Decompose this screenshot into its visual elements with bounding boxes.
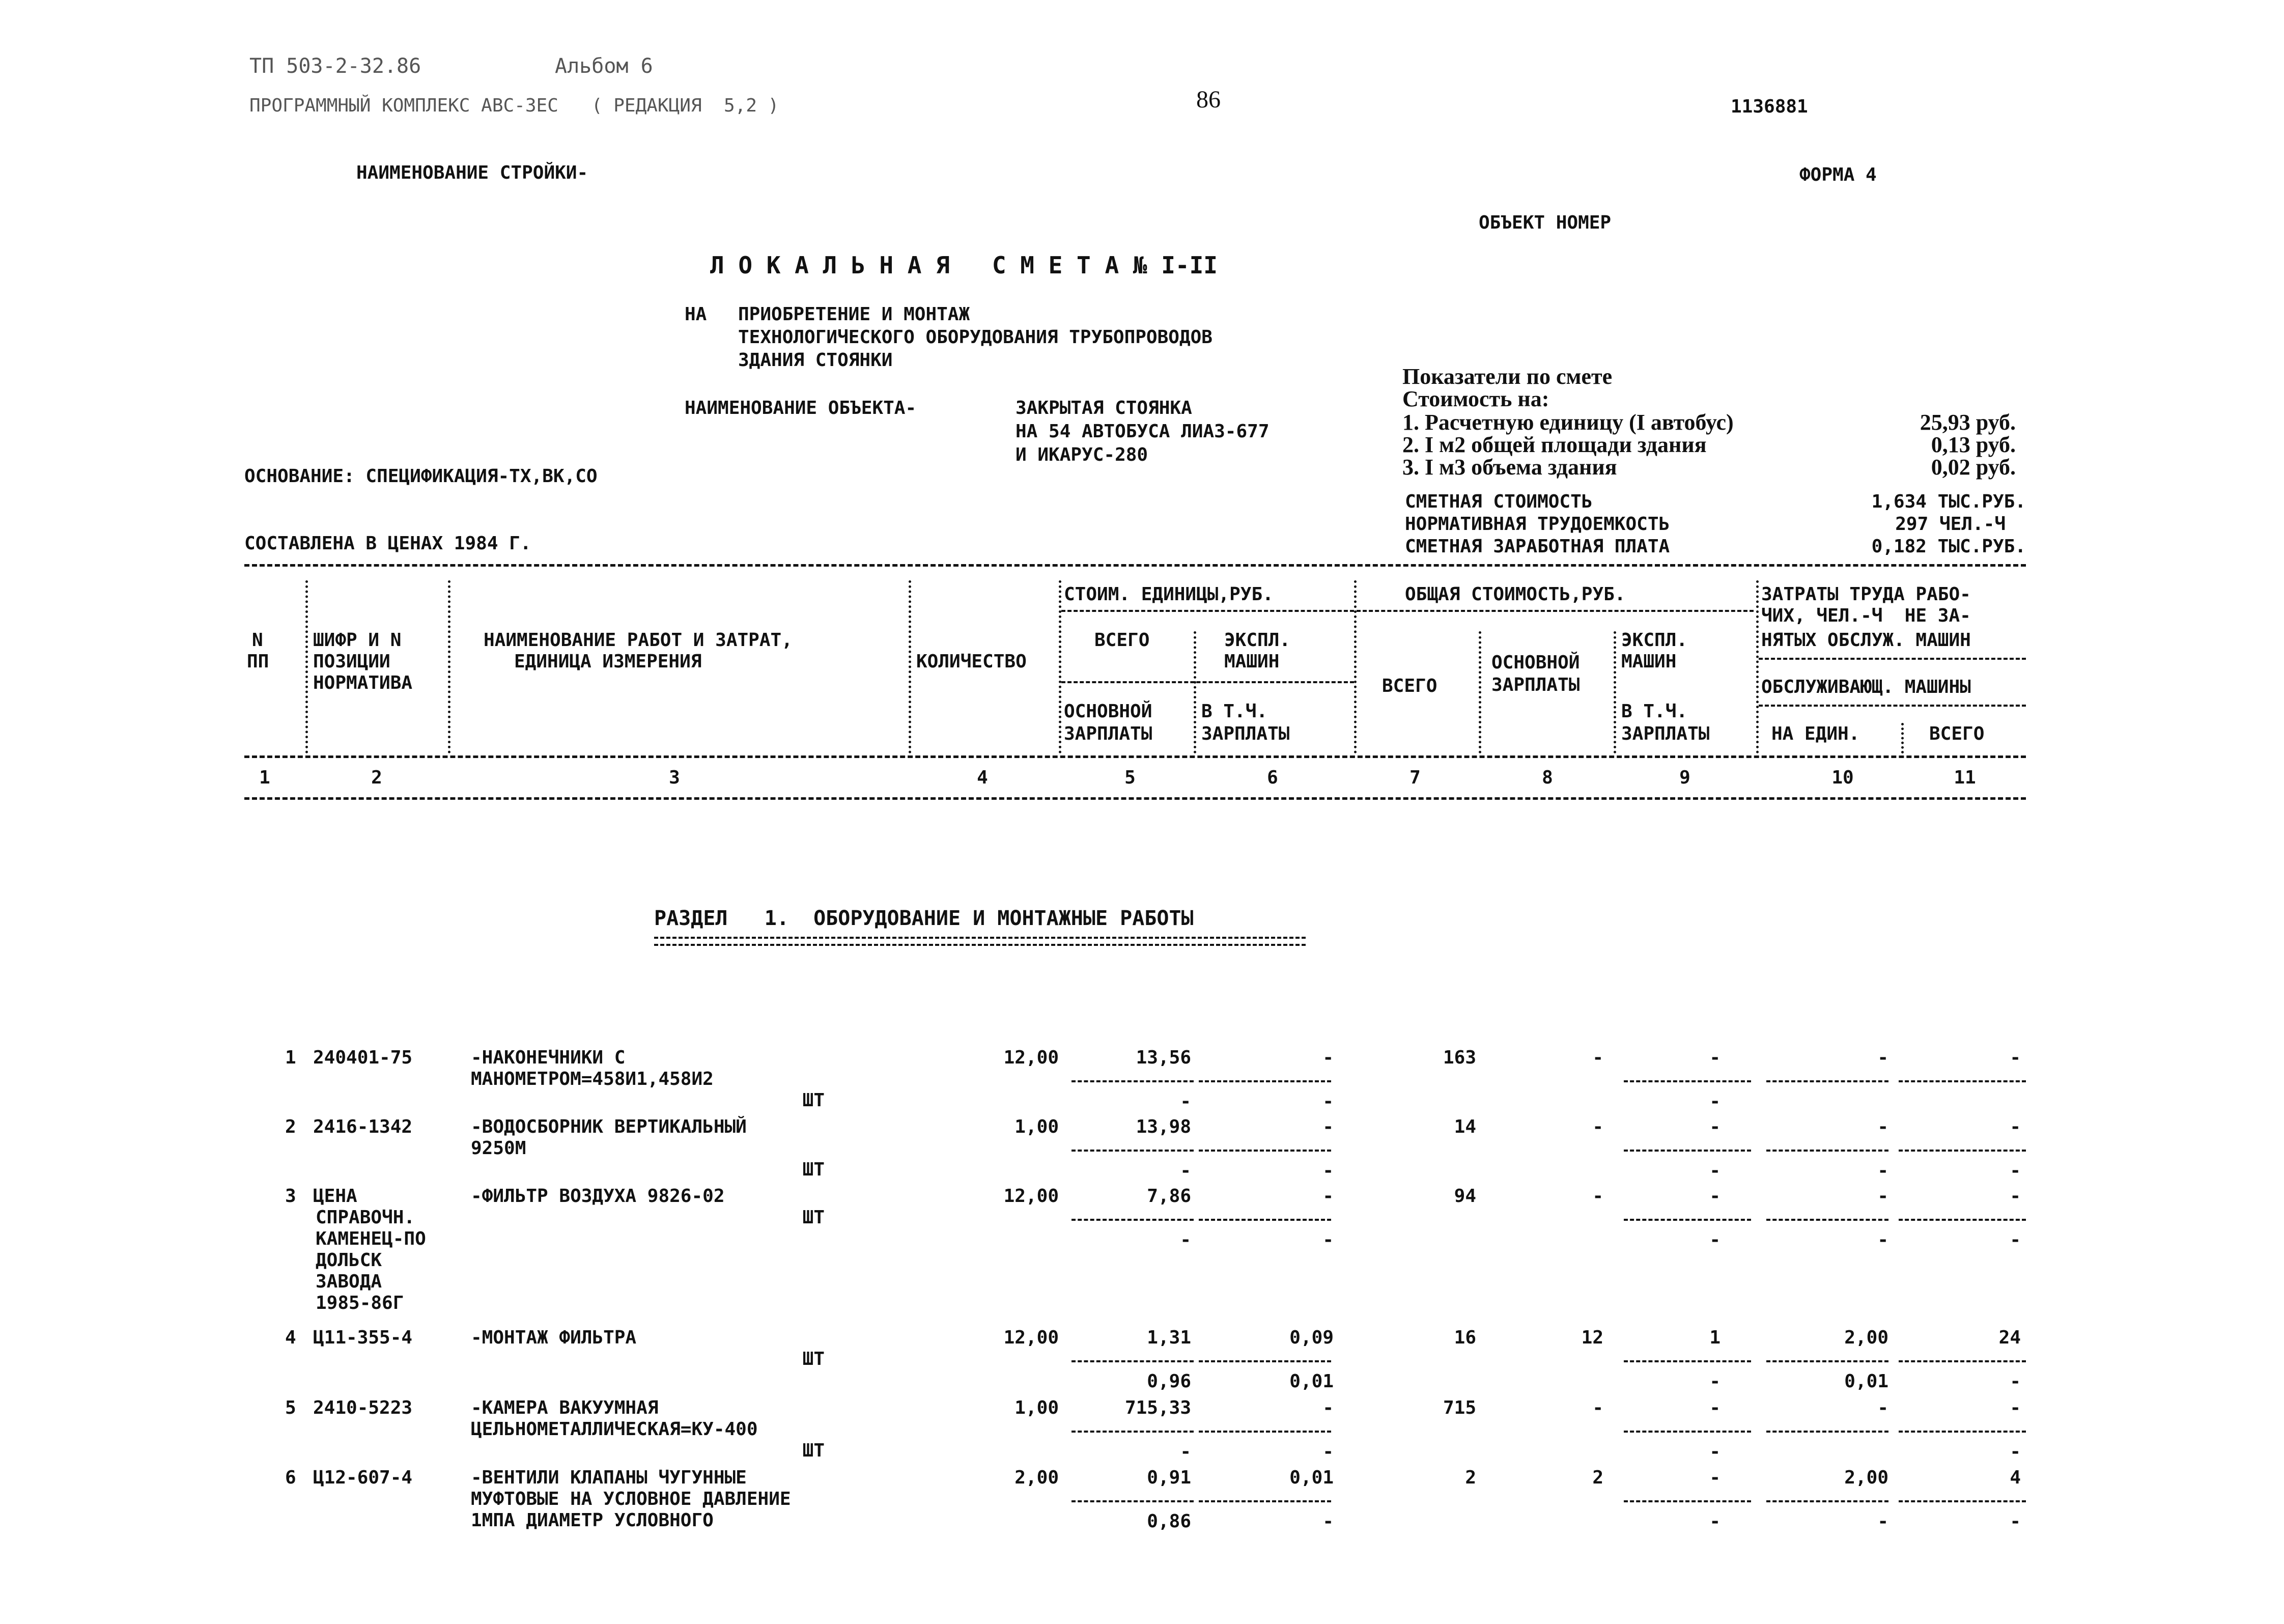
col-number-5: 5 bbox=[1124, 767, 1136, 788]
total-expl-header-2: МАШИН bbox=[1621, 651, 1677, 672]
row-sub-labor-per: - bbox=[1877, 1511, 1888, 1532]
row-labor-total: 24 bbox=[1998, 1327, 2021, 1348]
on-label: НА bbox=[685, 304, 707, 325]
col-number-9: 9 bbox=[1679, 767, 1690, 788]
row-number: 4 bbox=[285, 1327, 296, 1348]
object-line-2: НА 54 АВТОБУСА ЛИАЗ-677 bbox=[1016, 421, 1270, 442]
row-subline bbox=[1624, 1080, 1751, 1082]
total-expl-header-1: ЭКСПЛ. bbox=[1621, 630, 1688, 651]
row-total: 94 bbox=[1454, 1186, 1476, 1207]
row-unit: ШТ bbox=[802, 1440, 825, 1461]
estimate-title: Л О К А Л Ь Н А Я С М Е Т А № I-II bbox=[710, 251, 1218, 279]
row-subline bbox=[1766, 1219, 1888, 1221]
col3-header-line2: ЕДИНИЦА ИЗМЕРЕНИЯ bbox=[514, 651, 702, 672]
row-unit-expl: 0,09 bbox=[1289, 1327, 1334, 1348]
section-underline bbox=[654, 937, 1306, 946]
header-rule-mid bbox=[244, 755, 2026, 758]
row-unit-total: 13,56 bbox=[1136, 1047, 1191, 1068]
row-code-note: ДОЛЬСК bbox=[316, 1250, 382, 1271]
col2-header-line1: ШИФР И N bbox=[313, 630, 402, 651]
row-name-line: 9250М bbox=[471, 1138, 526, 1159]
col1-header-line1: N bbox=[252, 630, 263, 651]
total-base-header-1: ОСНОВНОЙ bbox=[1491, 652, 1580, 673]
col-number-3: 3 bbox=[669, 767, 680, 788]
labor-total-header: ВСЕГО bbox=[1929, 723, 1985, 744]
row-sub-total-incl: - bbox=[1709, 1091, 1721, 1112]
row-sub-incl: 0,01 bbox=[1289, 1371, 1334, 1392]
row-quantity: 1,00 bbox=[1014, 1397, 1059, 1418]
col-number-4: 4 bbox=[977, 767, 988, 788]
row-subline bbox=[1899, 1080, 2026, 1082]
row-name-line: -ВЕНТИЛИ КЛАПАНЫ ЧУГУННЫЕ bbox=[471, 1467, 747, 1488]
row-subline bbox=[1766, 1431, 1888, 1433]
row-total: 16 bbox=[1454, 1327, 1476, 1348]
labor-per-header: НА ЕДИН. bbox=[1771, 723, 1860, 744]
unit-total-header: ВСЕГО bbox=[1094, 630, 1150, 651]
unit-sub-rule bbox=[1061, 681, 1354, 683]
indicator-2-value: 0,13 руб. bbox=[1931, 432, 2016, 457]
total-all-header: ВСЕГО bbox=[1382, 676, 1437, 696]
row-subline bbox=[1071, 1219, 1194, 1221]
row-labor-total: - bbox=[2010, 1047, 2021, 1068]
row-code-note: СПРАВОЧН. bbox=[316, 1207, 415, 1228]
labor-sub-header: ОБСЛУЖИВАЮЩ. МАШИНЫ bbox=[1761, 677, 1971, 697]
row-quantity: 12,00 bbox=[1003, 1047, 1059, 1068]
row-total-expl: - bbox=[1709, 1397, 1721, 1418]
row-unit-total: 7,86 bbox=[1147, 1186, 1191, 1207]
album-label: Альбом 6 bbox=[555, 54, 653, 78]
row-sub-labor-total: - bbox=[2010, 1511, 2021, 1532]
row-subline bbox=[1766, 1080, 1888, 1082]
row-total-expl: - bbox=[1709, 1116, 1721, 1137]
indicator-1-label: 1. Расчетную единицу (I автобус) bbox=[1402, 410, 1734, 435]
row-code-note: 1985-86Г bbox=[316, 1293, 404, 1313]
unit-expl-header-2: МАШИН bbox=[1224, 651, 1280, 672]
indicators-cost-label: Стоимость на: bbox=[1402, 386, 1549, 411]
row-name-line: -ВОДОСБОРНИК ВЕРТИКАЛЬНЫЙ bbox=[471, 1116, 747, 1137]
col-sep-10 bbox=[1901, 723, 1904, 753]
row-name-line: -КАМЕРА ВАКУУМНАЯ bbox=[471, 1397, 659, 1418]
col-number-8: 8 bbox=[1542, 767, 1553, 788]
row-subline bbox=[1899, 1431, 2026, 1433]
section-title: РАЗДЕЛ 1. ОБОРУДОВАНИЕ И МОНТАЖНЫЕ РАБОТЫ bbox=[654, 907, 1194, 930]
document-code: ТП 503-2-32.86 bbox=[249, 54, 421, 78]
row-code-note: ЗАВОДА bbox=[316, 1271, 382, 1292]
row-name-line: -МОНТАЖ ФИЛЬТРА bbox=[471, 1327, 637, 1348]
row-sub-base: 0,86 bbox=[1147, 1511, 1191, 1532]
row-subline bbox=[1071, 1431, 1194, 1433]
row-labor-per: - bbox=[1877, 1186, 1888, 1207]
row-labor-total: - bbox=[2010, 1116, 2021, 1137]
row-sub-total-incl: - bbox=[1709, 1229, 1721, 1250]
row-quantity: 2,00 bbox=[1014, 1467, 1059, 1488]
row-unit: ШТ bbox=[802, 1159, 825, 1180]
row-total-base: 2 bbox=[1592, 1467, 1603, 1488]
row-quantity: 12,00 bbox=[1003, 1327, 1059, 1348]
row-unit: ШТ bbox=[802, 1349, 825, 1369]
row-sub-incl: - bbox=[1322, 1441, 1334, 1462]
row-sub-base: - bbox=[1180, 1160, 1191, 1181]
wage-total-value: 0,182 ТЫС.РУБ. bbox=[1871, 536, 2026, 557]
row-total: 2 bbox=[1465, 1467, 1476, 1488]
page-number: 86 bbox=[1196, 86, 1221, 113]
total-incl-header-2: ЗАРПЛАТЫ bbox=[1621, 723, 1710, 744]
row-sub-incl: - bbox=[1322, 1160, 1334, 1181]
row-number: 2 bbox=[285, 1116, 296, 1137]
sheet-code: 1136881 bbox=[1731, 96, 1808, 117]
total-cost-value: 1,634 ТЫС.РУБ. bbox=[1871, 491, 2026, 512]
col-sep-3 bbox=[909, 580, 911, 753]
row-code: 2410-5223 bbox=[313, 1397, 413, 1418]
row-sub-incl: - bbox=[1322, 1511, 1334, 1532]
row-total-expl: 1 bbox=[1709, 1327, 1721, 1348]
row-subline bbox=[1766, 1150, 1888, 1152]
row-subline bbox=[1199, 1150, 1331, 1152]
row-subline bbox=[1199, 1431, 1331, 1433]
row-unit-expl: - bbox=[1322, 1116, 1334, 1137]
subject-line-3: ЗДАНИЯ СТОЯНКИ bbox=[738, 350, 893, 371]
col1-header-line2: ПП bbox=[247, 651, 269, 672]
indicator-1-value: 25,93 руб. bbox=[1920, 410, 2016, 435]
row-name-line: МАНОМЕТРОМ=458И1,458И2 bbox=[471, 1069, 714, 1089]
row-total-base: - bbox=[1592, 1397, 1603, 1418]
row-unit-expl: 0,01 bbox=[1289, 1467, 1334, 1488]
subject-line-2: ТЕХНОЛОГИЧЕСКОГО ОБОРУДОВАНИЯ ТРУБОПРОВОДОВ bbox=[738, 327, 1213, 348]
total-cost-rule bbox=[1357, 610, 1754, 612]
basis-line: ОСНОВАНИЕ: СПЕЦИФИКАЦИЯ-ТХ,ВК,СО bbox=[244, 466, 598, 487]
indicator-3-value: 0,02 руб. bbox=[1931, 455, 2016, 480]
indicator-2-label: 2. I м2 общей площади здания bbox=[1402, 432, 1707, 457]
program-line: ПРОГРАММНЫЙ КОМПЛЕКС АВС-3ЕС ( РЕДАКЦИЯ 5,2 ) bbox=[249, 95, 779, 116]
form-label: ФОРМА 4 bbox=[1799, 164, 1877, 185]
row-code: Ц11-355-4 bbox=[313, 1327, 413, 1348]
row-sub-base: - bbox=[1180, 1229, 1191, 1250]
row-sub-total-incl: - bbox=[1709, 1371, 1721, 1392]
col-sep-2 bbox=[448, 580, 450, 753]
row-unit-expl: - bbox=[1322, 1397, 1334, 1418]
row-subline bbox=[1766, 1500, 1888, 1502]
row-subline bbox=[1624, 1219, 1751, 1221]
header-rule-top bbox=[244, 564, 2026, 567]
col-sep-5 bbox=[1194, 631, 1196, 753]
unit-base-header-2: ЗАРПЛАТЫ bbox=[1064, 723, 1152, 744]
row-subline bbox=[1071, 1080, 1194, 1082]
row-quantity: 12,00 bbox=[1003, 1186, 1059, 1207]
row-sub-labor-total: - bbox=[2010, 1160, 2021, 1181]
row-subline bbox=[1899, 1219, 2026, 1221]
row-labor-per: - bbox=[1877, 1116, 1888, 1137]
row-sub-labor-per: - bbox=[1877, 1229, 1888, 1250]
row-subline bbox=[1899, 1150, 2026, 1152]
row-subline bbox=[1071, 1500, 1194, 1502]
col-number-2: 2 bbox=[371, 767, 382, 788]
row-quantity: 1,00 bbox=[1014, 1116, 1059, 1137]
row-code: 240401-75 bbox=[313, 1047, 413, 1068]
row-total: 715 bbox=[1443, 1397, 1476, 1418]
object-line-3: И ИКАРУС-280 bbox=[1016, 444, 1148, 465]
row-sub-labor-total: - bbox=[2010, 1441, 2021, 1462]
row-code: 2416-1342 bbox=[313, 1116, 413, 1137]
row-name-line: -НАКОНЕЧНИКИ С bbox=[471, 1047, 626, 1068]
labor-rule-2 bbox=[1759, 705, 2026, 707]
row-total: 163 bbox=[1443, 1047, 1476, 1068]
row-number: 3 bbox=[285, 1186, 296, 1207]
col-number-1: 1 bbox=[259, 767, 270, 788]
col-sep-6 bbox=[1354, 580, 1357, 753]
labor-rule-1 bbox=[1759, 658, 2026, 660]
row-labor-total: - bbox=[2010, 1397, 2021, 1418]
col-number-7: 7 bbox=[1409, 767, 1421, 788]
col4-header: КОЛИЧЕСТВО bbox=[916, 651, 1027, 672]
row-subline bbox=[1899, 1500, 2026, 1502]
row-labor-per: - bbox=[1877, 1397, 1888, 1418]
row-subline bbox=[1624, 1150, 1751, 1152]
row-subline bbox=[1071, 1360, 1194, 1362]
row-sub-labor-per: 0,01 bbox=[1844, 1371, 1888, 1392]
row-unit-expl: - bbox=[1322, 1047, 1334, 1068]
row-sub-total-incl: - bbox=[1709, 1511, 1721, 1532]
row-number: 6 bbox=[285, 1467, 296, 1488]
subject-line-1: ПРИОБРЕТЕНИЕ И МОНТАЖ bbox=[738, 304, 970, 325]
total-base-header-2: ЗАРПЛАТЫ bbox=[1491, 675, 1580, 695]
prices-line: СОСТАВЛЕНА В ЦЕНАХ 1984 Г. bbox=[244, 533, 531, 554]
unit-expl-header-1: ЭКСПЛ. bbox=[1224, 630, 1291, 651]
row-unit-expl: - bbox=[1322, 1186, 1334, 1207]
row-code: ЦЕНА bbox=[313, 1186, 357, 1207]
row-sub-total-incl: - bbox=[1709, 1441, 1721, 1462]
row-subline bbox=[1899, 1360, 2026, 1362]
row-labor-per: 2,00 bbox=[1844, 1327, 1888, 1348]
labor-header-1: ЗАТРАТЫ ТРУДА РАБО- bbox=[1761, 584, 1971, 605]
row-name-line: -ФИЛЬТР ВОЗДУХА 9826-02 bbox=[471, 1186, 725, 1207]
row-sub-base: 0,96 bbox=[1147, 1371, 1191, 1392]
row-subline bbox=[1199, 1080, 1331, 1082]
row-unit-total: 13,98 bbox=[1136, 1116, 1191, 1137]
row-sub-labor-per: - bbox=[1877, 1160, 1888, 1181]
unit-cost-rule bbox=[1061, 610, 1354, 612]
row-labor-total: 4 bbox=[2010, 1467, 2021, 1488]
col3-header-line1: НАИМЕНОВАНИЕ РАБОТ И ЗАТРАТ, bbox=[484, 630, 793, 651]
row-sub-base: - bbox=[1180, 1091, 1191, 1112]
col2-header-line2: ПОЗИЦИИ bbox=[313, 651, 390, 672]
row-labor-per: 2,00 bbox=[1844, 1467, 1888, 1488]
row-code-note: КАМЕНЕЦ-ПО bbox=[316, 1228, 426, 1249]
row-total-base: - bbox=[1592, 1186, 1603, 1207]
row-subline bbox=[1199, 1360, 1331, 1362]
header-rule-bottom bbox=[244, 797, 2026, 800]
col-sep-8 bbox=[1614, 631, 1616, 753]
row-total: 14 bbox=[1454, 1116, 1476, 1137]
row-subline bbox=[1199, 1500, 1331, 1502]
row-sub-labor-total: - bbox=[2010, 1371, 2021, 1392]
indicator-3-label: 3. I м3 объема здания bbox=[1402, 455, 1617, 480]
object-number-label: ОБЪЕКТ НОМЕР bbox=[1479, 212, 1612, 233]
col-sep-1 bbox=[305, 580, 308, 753]
row-sub-labor-total: - bbox=[2010, 1229, 2021, 1250]
row-name-line: МУФТОВЫЕ НА УСЛОВНОЕ ДАВЛЕНИЕ bbox=[471, 1489, 791, 1509]
row-unit: ШТ bbox=[802, 1207, 825, 1228]
wage-total-label: СМЕТНАЯ ЗАРАБОТНАЯ ПЛАТА bbox=[1405, 536, 1670, 557]
col-number-6: 6 bbox=[1267, 767, 1278, 788]
row-unit: ШТ bbox=[802, 1090, 825, 1111]
row-subline bbox=[1071, 1150, 1194, 1152]
row-code: Ц12-607-4 bbox=[313, 1467, 413, 1488]
row-sub-incl: - bbox=[1322, 1229, 1334, 1250]
row-labor-total: - bbox=[2010, 1186, 2021, 1207]
row-number: 5 bbox=[285, 1397, 296, 1418]
unit-incl-header-2: ЗАРПЛАТЫ bbox=[1201, 723, 1290, 744]
col-sep-4 bbox=[1059, 580, 1061, 753]
col-sep-9 bbox=[1756, 580, 1759, 753]
row-subline bbox=[1624, 1431, 1751, 1433]
row-sub-total-incl: - bbox=[1709, 1160, 1721, 1181]
labor-intensity-value: 297 ЧЕЛ.-Ч bbox=[1895, 514, 2006, 535]
labor-header-2: ЧИХ, ЧЕЛ.-Ч НЕ ЗА- bbox=[1761, 605, 1971, 626]
row-number: 1 bbox=[285, 1047, 296, 1068]
row-unit-total: 0,91 bbox=[1147, 1467, 1191, 1488]
unit-cost-header: СТОИМ. ЕДИНИЦЫ,РУБ. bbox=[1064, 584, 1274, 605]
total-incl-header-1: В Т.Ч. bbox=[1621, 701, 1688, 722]
row-unit-total: 715,33 bbox=[1124, 1397, 1191, 1418]
row-total-expl: - bbox=[1709, 1467, 1721, 1488]
row-total-base: - bbox=[1592, 1116, 1603, 1137]
construction-name-label: НАИМЕНОВАНИЕ СТРОЙКИ- bbox=[356, 162, 588, 183]
labor-header-3: НЯТЫХ ОБСЛУЖ. МАШИН bbox=[1761, 630, 1971, 651]
row-subline bbox=[1199, 1219, 1331, 1221]
row-labor-per: - bbox=[1877, 1047, 1888, 1068]
row-unit-total: 1,31 bbox=[1147, 1327, 1191, 1348]
row-total-base: 12 bbox=[1581, 1327, 1603, 1348]
col-sep-7 bbox=[1479, 631, 1481, 753]
unit-base-header-1: ОСНОВНОЙ bbox=[1064, 701, 1152, 722]
col-number-10: 10 bbox=[1831, 767, 1854, 788]
indicators-heading: Показатели по смете bbox=[1402, 364, 1613, 389]
unit-incl-header-1: В Т.Ч. bbox=[1201, 701, 1268, 722]
row-sub-base: - bbox=[1180, 1441, 1191, 1462]
row-subline bbox=[1766, 1360, 1888, 1362]
labor-intensity-label: НОРМАТИВНАЯ ТРУДОЕМКОСТЬ bbox=[1405, 514, 1670, 535]
total-cost-label: СМЕТНАЯ СТОИМОСТЬ bbox=[1405, 491, 1593, 512]
row-total-expl: - bbox=[1709, 1186, 1721, 1207]
row-total-base: - bbox=[1592, 1047, 1603, 1068]
row-total-expl: - bbox=[1709, 1047, 1721, 1068]
row-subline bbox=[1624, 1500, 1751, 1502]
row-sub-incl: - bbox=[1322, 1091, 1334, 1112]
total-cost-header: ОБЩАЯ СТОИМОСТЬ,РУБ. bbox=[1405, 584, 1626, 605]
row-subline bbox=[1624, 1360, 1751, 1362]
row-name-line: 1МПА ДИАМЕТР УСЛОВНОГО bbox=[471, 1510, 714, 1531]
object-line-1: ЗАКРЫТАЯ СТОЯНКА bbox=[1016, 398, 1192, 418]
col2-header-line3: НОРМАТИВА bbox=[313, 673, 413, 693]
object-name-label: НАИМЕНОВАНИЕ ОБЪЕКТА- bbox=[685, 398, 917, 418]
col-number-11: 11 bbox=[1954, 767, 1976, 788]
row-name-line: ЦЕЛЬНОМЕТАЛЛИЧЕСКАЯ=КУ-400 bbox=[471, 1419, 758, 1440]
